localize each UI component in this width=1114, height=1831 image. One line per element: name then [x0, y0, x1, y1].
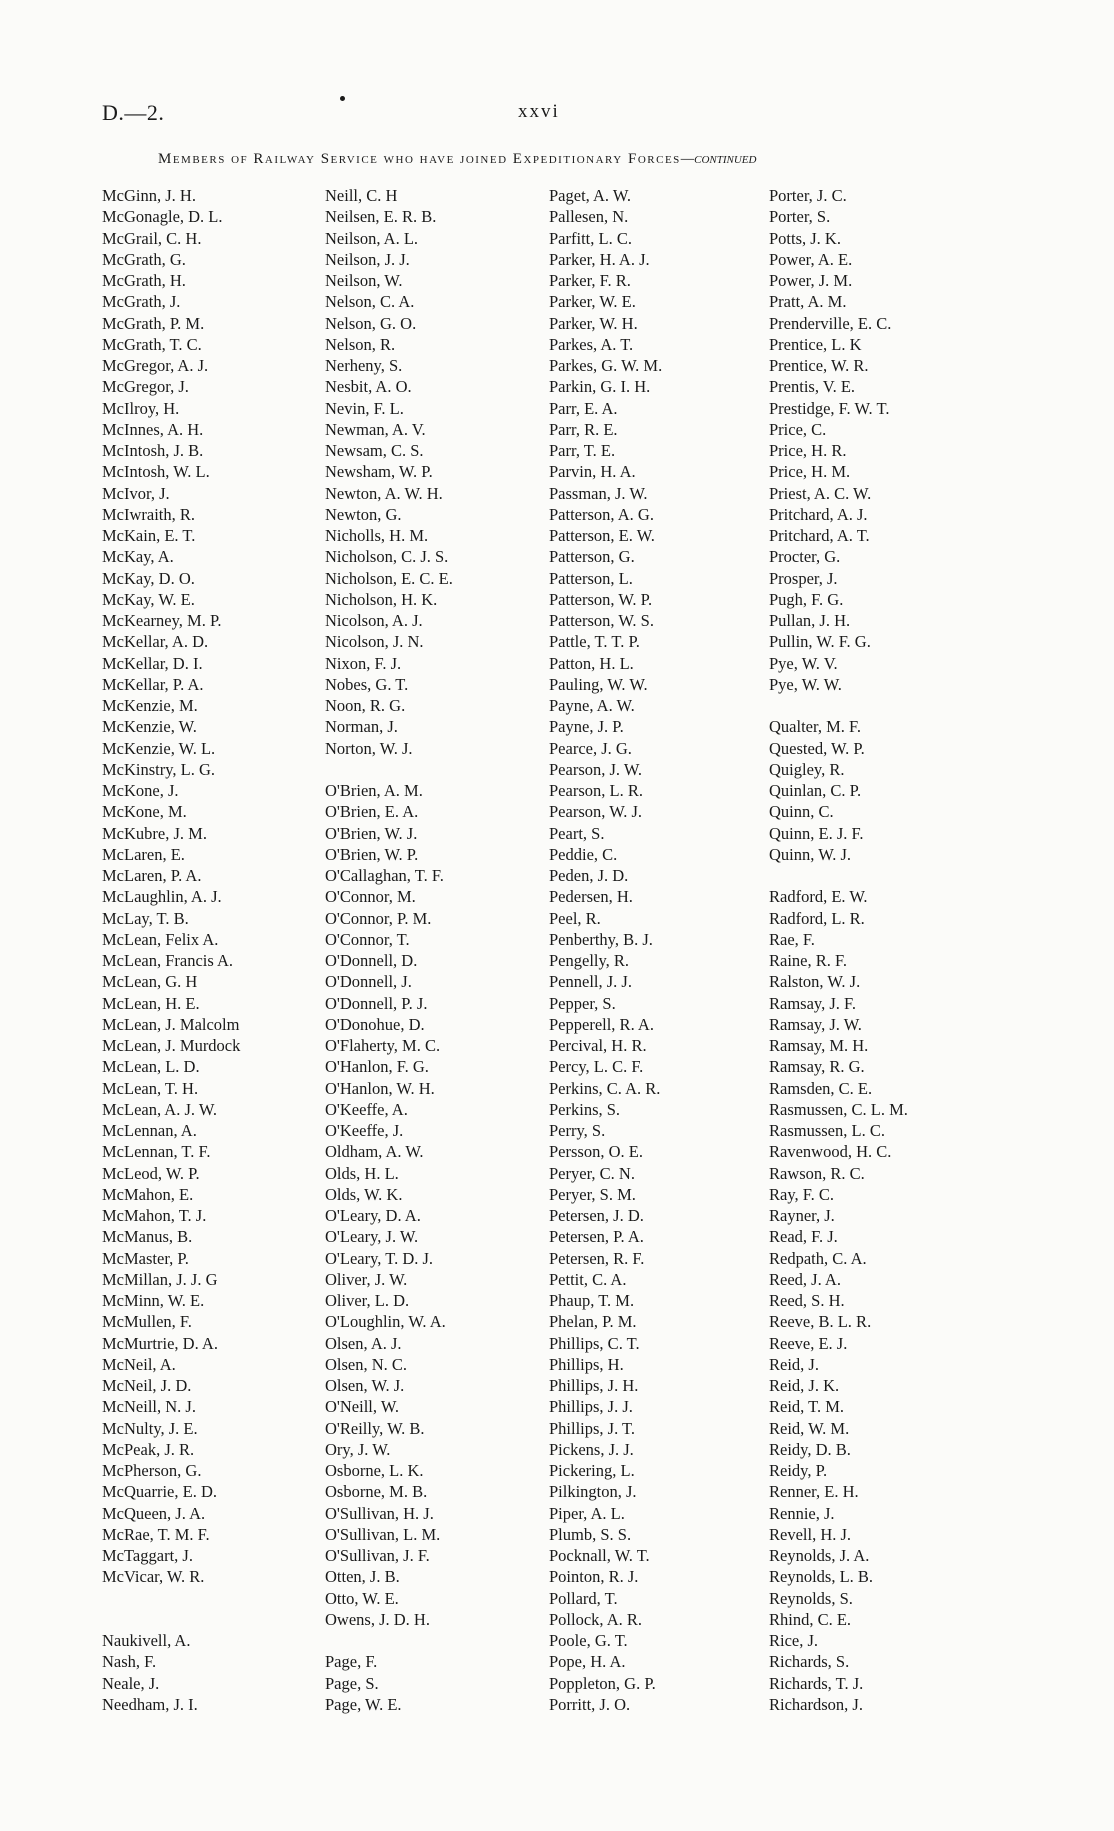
name-entry: O'Brien, E. A.	[325, 802, 419, 822]
name-entry: Percy, L. C. F.	[549, 1057, 644, 1077]
name-entry: McLennan, A.	[102, 1121, 197, 1140]
name-entry: O'Callaghan, T. F.	[325, 866, 444, 885]
name-entry: Nicholls, H. M.	[325, 526, 429, 545]
name-entry: Reid, T. M.	[769, 1397, 845, 1417]
name-entry: Pepperell, R. A.	[549, 1014, 654, 1034]
name-entry: Richards, T. J.	[769, 1673, 864, 1693]
name-entry: Radford, E. W.	[769, 887, 868, 907]
name-entry: McKenzie, M.	[102, 696, 198, 715]
name-entry: Quinn, C.	[769, 802, 834, 822]
name-entry: Quigley, R.	[769, 759, 845, 779]
name-entry: Piper, A. L.	[549, 1503, 625, 1523]
heading-title: Members of Railway Service who have joined Expeditionary Forces	[158, 151, 681, 167]
name-entry: McIntosh, W. L.	[102, 462, 210, 482]
heading-continued: —continued	[680, 151, 757, 167]
name-entry: Parfitt, L. C.	[549, 228, 632, 248]
name-entry: Priest, A. C. W.	[769, 483, 872, 503]
name-entry: Pointon, R. J.	[549, 1567, 639, 1587]
name-entry: Reynolds, S.	[769, 1588, 853, 1608]
name-entry: McMahon, E.	[102, 1184, 194, 1204]
name-entry: McKone, J.	[102, 781, 179, 800]
name-entry: McMahon, T. J.	[102, 1206, 207, 1225]
name-entry: Oliver, J. W.	[325, 1269, 408, 1289]
name-entry: Pullin, W. F. G.	[769, 632, 871, 652]
name-entry: Norton, W. J.	[325, 738, 413, 758]
name-entry: Prentice, W. R.	[769, 356, 869, 375]
name-entry: Reid, W. M.	[769, 1418, 850, 1438]
name-entry: McLaren, E.	[102, 844, 185, 864]
name-entry: Renner, E. H.	[769, 1482, 859, 1502]
name-entry: Rayner, J.	[769, 1206, 835, 1225]
name-entry: Noon, R. G.	[325, 696, 406, 715]
name-entry: McGrath, P. M.	[102, 313, 205, 333]
name-entry: Pearson, J. W.	[549, 759, 643, 779]
name-entry: Reynolds, J. A.	[769, 1546, 870, 1565]
name-entry: Payne, A. W.	[549, 696, 635, 715]
name-entry: Pratt, A. M.	[769, 292, 847, 312]
name-entry: O'Donnell, P. J.	[325, 993, 428, 1013]
name-entry: Pickering, L.	[549, 1461, 635, 1480]
name-entry: Procter, G.	[769, 547, 841, 567]
name-entry: Ray, F. C.	[769, 1184, 834, 1204]
name-entry: Patterson, W. P.	[549, 589, 653, 609]
name-entry: Osborne, M. B.	[325, 1482, 428, 1502]
name-entry: Page, W. E.	[325, 1694, 402, 1714]
page-number: xxvi	[518, 101, 560, 122]
name-entry: Needham, J. I.	[102, 1694, 198, 1714]
name-entry: Peart, S.	[549, 823, 605, 843]
name-entry: Pugh, F. G.	[769, 589, 844, 609]
name-entry: McVicar, W. R.	[102, 1567, 205, 1587]
name-entry: McGrath, H.	[102, 271, 186, 290]
name-entry: Pedersen, H.	[549, 887, 633, 907]
name-entry: McKenzie, W.	[102, 717, 197, 737]
name-entry: Price, H. R.	[769, 441, 847, 460]
name-entry: Phillips, J. H.	[549, 1376, 639, 1395]
name-entry: Oliver, L. D.	[325, 1291, 410, 1310]
name-entry: McLean, J. Malcolm	[102, 1014, 240, 1034]
name-entry: McInnes, A. H.	[102, 419, 204, 439]
name-entry: Neilson, W.	[325, 271, 403, 290]
name-entry: Olsen, N. C.	[325, 1354, 408, 1374]
name-entry: Newton, G.	[325, 504, 402, 524]
name-entry: McQuarrie, E. D.	[102, 1482, 218, 1502]
name-entry: Reid, J.	[769, 1354, 819, 1374]
name-entry: McTaggart, J.	[102, 1546, 193, 1565]
name-entry: McGrath, G.	[102, 249, 186, 269]
name-entry: McGrath, J.	[102, 292, 181, 312]
name-entry: Pollock, A. R.	[549, 1609, 643, 1629]
name-entry: McNeil, J. D.	[102, 1376, 192, 1395]
name-entry: Richardson, J.	[769, 1694, 863, 1714]
name-entry: McLennan, T. F.	[102, 1142, 211, 1162]
name-entry: Oldham, A. W.	[325, 1142, 424, 1162]
name-entry: McQueen, J. A.	[102, 1503, 206, 1523]
name-entry: O'Hanlon, F. G.	[325, 1057, 429, 1077]
name-entry: Percival, H. R.	[549, 1036, 647, 1055]
name-entry: Patterson, A. G.	[549, 504, 654, 524]
name-entry: Olds, H. L.	[325, 1163, 399, 1183]
name-entry: Quinlan, C. P.	[769, 781, 862, 800]
name-entry: Newman, A. V.	[325, 419, 426, 439]
name-entry: Pallesen, N.	[549, 207, 629, 227]
name-entry: McGregor, J.	[102, 377, 189, 397]
name-entry: Parr, T. E.	[549, 441, 616, 460]
name-entry: Phillips, J. J.	[549, 1397, 633, 1417]
name-entry: Rawson, R. C.	[769, 1163, 865, 1183]
name-entry: McLaughlin, A. J.	[102, 887, 222, 907]
name-entry: O'Brien, W. J.	[325, 823, 418, 843]
name-entry: Ramsay, M. H.	[769, 1036, 869, 1055]
name-entry: Ory, J. W.	[325, 1439, 391, 1459]
name-entry: Nesbit, A. O.	[325, 377, 412, 397]
name-entry: Reeve, E. J.	[769, 1333, 848, 1353]
name-entry: Pickens, J. J.	[549, 1439, 634, 1459]
name-entry: Reynolds, L. B.	[769, 1567, 874, 1587]
name-entry: Price, H. M.	[769, 462, 851, 482]
name-entry: Nicholson, E. C. E.	[325, 568, 453, 588]
name-column-3	[549, 185, 774, 1715]
name-entry: Perkins, S.	[549, 1099, 621, 1119]
name-entry: McKain, E. T.	[102, 526, 196, 545]
name-entry: O'Donohue, D.	[325, 1014, 425, 1034]
name-entry: O'Leary, D. A.	[325, 1206, 421, 1225]
name-entry: Paget, A. W.	[549, 186, 632, 205]
name-entry: Neilsen, E. R. B.	[325, 207, 437, 227]
name-entry: Parr, R. E.	[549, 419, 618, 439]
name-entry: McKinstry, L. G.	[102, 759, 216, 779]
name-entry: Poole, G. T.	[549, 1631, 628, 1650]
column-gap	[102, 1609, 327, 1630]
name-entry: McNulty, J. E.	[102, 1418, 198, 1438]
name-entry: McPeak, J. R.	[102, 1439, 195, 1459]
name-entry: Norman, J.	[325, 717, 398, 737]
name-entry: O'Leary, J. W.	[325, 1227, 419, 1247]
column-gap	[769, 695, 994, 716]
name-entry: Ravenwood, H. C.	[769, 1142, 892, 1162]
name-entry: Otten, J. B.	[325, 1567, 400, 1587]
name-entry: Pilkington, J.	[549, 1482, 637, 1502]
name-entry: Nevin, F. L.	[325, 398, 404, 418]
name-entry: McMillan, J. J. G	[102, 1269, 218, 1289]
name-entry: Newton, A. W. H.	[325, 483, 443, 503]
name-entry: McLean, H. E.	[102, 993, 200, 1013]
name-entry: Pye, W. W.	[769, 674, 842, 694]
name-entry: Nicolson, A. J.	[325, 611, 423, 630]
name-entry: Parker, W. E.	[549, 292, 636, 312]
name-entry: Perkins, C. A. R.	[549, 1078, 661, 1098]
name-entry: Nobes, G. T.	[325, 674, 409, 694]
name-entry: Nelson, R.	[325, 334, 396, 354]
name-entry: Nerheny, S.	[325, 356, 403, 375]
name-entry: Qualter, M. F.	[769, 717, 861, 737]
name-entry: Owens, J. D. H.	[325, 1609, 430, 1629]
name-entry: Ramsay, R. G.	[769, 1057, 865, 1077]
name-entry: Reid, J. K.	[769, 1376, 840, 1395]
name-entry: Parvin, H. A.	[549, 462, 636, 482]
name-entry: Rhind, C. E.	[769, 1609, 852, 1629]
name-entry: Nelson, G. O.	[325, 313, 417, 333]
name-entry: O'Reilly, W. B.	[325, 1418, 425, 1438]
column-gap	[102, 1588, 327, 1609]
name-entry: Parkes, A. T.	[549, 334, 634, 354]
name-entry: Rice, J.	[769, 1631, 819, 1650]
name-entry: Passman, J. W.	[549, 483, 648, 503]
name-entry: McIntosh, J. B.	[102, 441, 204, 460]
name-entry: McLay, T. B.	[102, 908, 189, 928]
name-entry: Parr, E. A.	[549, 398, 618, 418]
name-entry: Parker, F. R.	[549, 271, 631, 290]
name-entry: Pearson, L. R.	[549, 781, 643, 800]
name-entry: O'Hanlon, W. H.	[325, 1078, 435, 1098]
name-entry: McLeod, W. P.	[102, 1163, 200, 1183]
name-entry: Parkes, G. W. M.	[549, 356, 663, 375]
name-entry: Pocknall, W. T.	[549, 1546, 650, 1565]
name-entry: Pollard, T.	[549, 1588, 618, 1608]
name-entry: Prenderville, E. C.	[769, 313, 892, 333]
name-entry: Petersen, P. A.	[549, 1227, 644, 1247]
name-entry: Nixon, F. J.	[325, 653, 402, 673]
name-entry: McGinn, J. H.	[102, 186, 196, 205]
name-entry: McKone, M.	[102, 802, 187, 822]
name-entry: McPherson, G.	[102, 1461, 202, 1480]
name-entry: McLean, Felix A.	[102, 929, 219, 949]
name-entry: McKellar, D. I.	[102, 653, 203, 673]
name-entry: Patterson, L.	[549, 568, 633, 588]
name-entry: Pritchard, A. T.	[769, 526, 870, 545]
name-entry: Raine, R. F.	[769, 951, 847, 970]
name-entry: McKenzie, W. L.	[102, 738, 216, 758]
name-entry: McGonagle, D. L.	[102, 207, 223, 227]
name-entry: O'Sullivan, J. F.	[325, 1546, 430, 1565]
name-entry: Richards, S.	[769, 1652, 850, 1672]
name-entry: McRae, T. M. F.	[102, 1524, 210, 1544]
name-entry: Patterson, E. W.	[549, 526, 655, 545]
name-entry: Neill, C. H	[325, 186, 398, 205]
name-entry: Revell, H. J.	[769, 1524, 852, 1544]
name-entry: O'Connor, M.	[325, 887, 416, 907]
name-column-1	[102, 185, 327, 1715]
name-entry: Phillips, J. T.	[549, 1418, 636, 1438]
name-entry: O'Sullivan, H. J.	[325, 1503, 434, 1523]
name-entry: Ramsden, C. E.	[769, 1078, 873, 1098]
name-entry: Power, A. E.	[769, 249, 853, 269]
name-entry: O'Neill, W.	[325, 1397, 400, 1417]
name-entry: Radford, L. R.	[769, 908, 865, 928]
name-entry: Neilson, J. J.	[325, 249, 410, 269]
name-entry: McLean, G. H	[102, 972, 198, 992]
name-entry: Power, J. M.	[769, 271, 853, 290]
name-entry: Porritt, J. O.	[549, 1694, 631, 1714]
name-entry: Nicholson, C. J. S.	[325, 547, 449, 567]
name-entry: McLaren, P. A.	[102, 866, 202, 885]
name-entry: McGrath, T. C.	[102, 334, 202, 354]
name-entry: Prosper, J.	[769, 568, 838, 588]
name-entry: McLean, A. J. W.	[102, 1099, 218, 1119]
name-entry: Rae, F.	[769, 929, 815, 949]
name-entry: McKay, D. O.	[102, 568, 195, 588]
name-entry: Reidy, P.	[769, 1461, 828, 1480]
name-entry: O'Flaherty, M. C.	[325, 1036, 441, 1055]
name-entry: Prentis, V. E.	[769, 377, 856, 397]
name-entry: Naukivell, A.	[102, 1631, 191, 1650]
name-entry: Parkin, G. I. H.	[549, 377, 651, 397]
name-entry: Ralston, W. J.	[769, 972, 861, 992]
name-entry: Rasmussen, C. L. M.	[769, 1099, 908, 1119]
name-entry: McMurtrie, D. A.	[102, 1333, 218, 1353]
name-entry: Phillips, H.	[549, 1354, 624, 1374]
name-entry: Nicholson, H. K.	[325, 589, 438, 609]
name-entry: McMullen, F.	[102, 1312, 192, 1332]
name-entry: McIlroy, H.	[102, 398, 180, 418]
name-entry: Porter, S.	[769, 207, 831, 227]
name-entry: McGrail, C. H.	[102, 228, 202, 248]
name-entry: McMinn, W. E.	[102, 1291, 205, 1310]
name-entry: Pengelly, R.	[549, 951, 630, 970]
name-entry: McKellar, A. D.	[102, 632, 209, 652]
name-entry: O'Leary, T. D. J.	[325, 1248, 434, 1268]
name-entry: Patton, H. L.	[549, 653, 634, 673]
name-entry: McKubre, J. M.	[102, 823, 207, 843]
name-entry: Pullan, J. H.	[769, 611, 851, 630]
name-entry: Rasmussen, L. C.	[769, 1121, 885, 1140]
name-entry: Pritchard, A. J.	[769, 504, 868, 524]
name-entry: O'Keeffe, A.	[325, 1099, 408, 1119]
name-entry: Ramsay, J. W.	[769, 1014, 862, 1034]
name-entry: Peryer, C. N.	[549, 1163, 635, 1183]
name-entry: Osborne, L. K.	[325, 1461, 424, 1480]
name-entry: O'Sullivan, L. M.	[325, 1524, 441, 1544]
name-entry: Nelson, C. A.	[325, 292, 415, 312]
page-reference: D.—2.	[102, 100, 165, 125]
name-entry: Peel, R.	[549, 908, 601, 928]
name-entry: O'Connor, P. M.	[325, 908, 432, 928]
name-entry: McKay, A.	[102, 547, 174, 567]
column-gap	[325, 759, 550, 780]
name-entry: Petersen, R. F.	[549, 1248, 645, 1268]
name-entry: Nash, F.	[102, 1652, 157, 1672]
ink-dot	[340, 96, 345, 101]
name-entry: Porter, J. C.	[769, 186, 847, 205]
name-entry: McGregor, A. J.	[102, 356, 209, 375]
name-entry: Pepper, S.	[549, 993, 616, 1013]
name-entry: Perry, S.	[549, 1121, 606, 1140]
name-entry: Newsam, C. S.	[325, 441, 424, 460]
name-column-2	[325, 185, 550, 1715]
name-entry: Nicolson, J. N.	[325, 632, 424, 652]
name-entry: Persson, O. E.	[549, 1142, 643, 1162]
name-entry: Page, F.	[325, 1652, 378, 1672]
name-entry: O'Brien, W. P.	[325, 844, 419, 864]
name-entry: Pope, H. A.	[549, 1652, 626, 1672]
name-entry: Phelan, P. M.	[549, 1312, 637, 1332]
name-entry: Ramsay, J. F.	[769, 993, 856, 1013]
section-heading	[158, 151, 756, 168]
name-entry: Read, F. J.	[769, 1227, 838, 1247]
name-entry: Reidy, D. B.	[769, 1439, 851, 1459]
name-entry: Olsen, W. J.	[325, 1376, 405, 1395]
name-entry: Reed, J. A.	[769, 1269, 841, 1289]
name-entry: Quinn, E. J. F.	[769, 823, 864, 843]
name-entry: Payne, J. P.	[549, 717, 624, 737]
name-entry: Redpath, C. A.	[769, 1248, 867, 1268]
name-entry: McManus, B.	[102, 1227, 193, 1247]
name-entry: Pauling, W. W.	[549, 674, 648, 694]
name-entry: McLean, L. D.	[102, 1057, 200, 1077]
name-entry: Phaup, T. M.	[549, 1291, 635, 1310]
name-entry: O'Donnell, J.	[325, 972, 412, 992]
column-gap	[325, 1630, 550, 1651]
name-entry: Prentice, L. K	[769, 334, 862, 354]
name-entry: Neale, J.	[102, 1673, 160, 1693]
name-entry: Patterson, W. S.	[549, 611, 654, 630]
name-entry: McLean, T. H.	[102, 1078, 199, 1098]
name-entry: O'Connor, T.	[325, 929, 410, 949]
name-entry: Prestidge, F. W. T.	[769, 398, 890, 418]
name-entry: Price, C.	[769, 419, 827, 439]
name-entry: McMaster, P.	[102, 1248, 189, 1268]
name-entry: Peden, J. D.	[549, 866, 629, 885]
name-column-4	[769, 185, 994, 1715]
name-entry: Olds, W. K.	[325, 1184, 403, 1204]
name-entry: Pattle, T. T. P.	[549, 632, 640, 652]
name-entry: McKearney, M. P.	[102, 611, 222, 630]
name-entry: Parker, W. H.	[549, 313, 638, 333]
name-entry: Rennie, J.	[769, 1503, 835, 1523]
name-entry: Peryer, S. M.	[549, 1184, 636, 1204]
name-entry: Pearce, J. G.	[549, 738, 632, 758]
name-entry: Quinn, W. J.	[769, 844, 852, 864]
name-entry: Pennell, J. J.	[549, 972, 632, 992]
name-entry: Peddie, C.	[549, 844, 618, 864]
name-entry: O'Donnell, D.	[325, 951, 418, 970]
column-gap	[769, 865, 994, 886]
name-entry: Penberthy, B. J.	[549, 929, 653, 949]
name-entry: McIwraith, R.	[102, 504, 196, 524]
name-entry: Newsham, W. P.	[325, 462, 433, 482]
name-entry: O'Brien, A. M.	[325, 781, 423, 800]
name-entry: Plumb, S. S.	[549, 1524, 632, 1544]
name-entry: McKellar, P. A.	[102, 674, 204, 694]
name-entry: Pettit, C. A.	[549, 1269, 627, 1289]
name-entry: McLean, Francis A.	[102, 951, 234, 970]
name-entry: Otto, W. E.	[325, 1588, 399, 1608]
name-entry: Pye, W. V.	[769, 653, 838, 673]
name-entry: Olsen, A. J.	[325, 1333, 402, 1353]
name-entry: O'Loughlin, W. A.	[325, 1312, 446, 1332]
name-entry: McNeill, N. J.	[102, 1397, 196, 1417]
name-entry: O'Keeffe, J.	[325, 1121, 404, 1140]
name-entry: McLean, J. Murdock	[102, 1036, 241, 1055]
name-entry: Petersen, J. D.	[549, 1206, 644, 1225]
name-entry: Neilson, A. L.	[325, 228, 419, 248]
name-entry: Potts, J. K.	[769, 228, 841, 248]
name-entry: Poppleton, G. P.	[549, 1673, 656, 1693]
name-entry: Reed, S. H.	[769, 1291, 845, 1310]
name-entry: Phillips, C. T.	[549, 1333, 640, 1353]
name-entry: Parker, H. A. J.	[549, 249, 650, 269]
name-entry: Pearson, W. J.	[549, 802, 643, 822]
name-entry: McNeil, A.	[102, 1354, 176, 1374]
name-entry: Reeve, B. L. R.	[769, 1312, 872, 1332]
name-entry: Quested, W. P.	[769, 738, 865, 758]
name-entry: McKay, W. E.	[102, 589, 195, 609]
name-entry: Patterson, G.	[549, 547, 635, 567]
name-entry: Page, S.	[325, 1673, 379, 1693]
name-entry: McIvor, J.	[102, 483, 170, 503]
